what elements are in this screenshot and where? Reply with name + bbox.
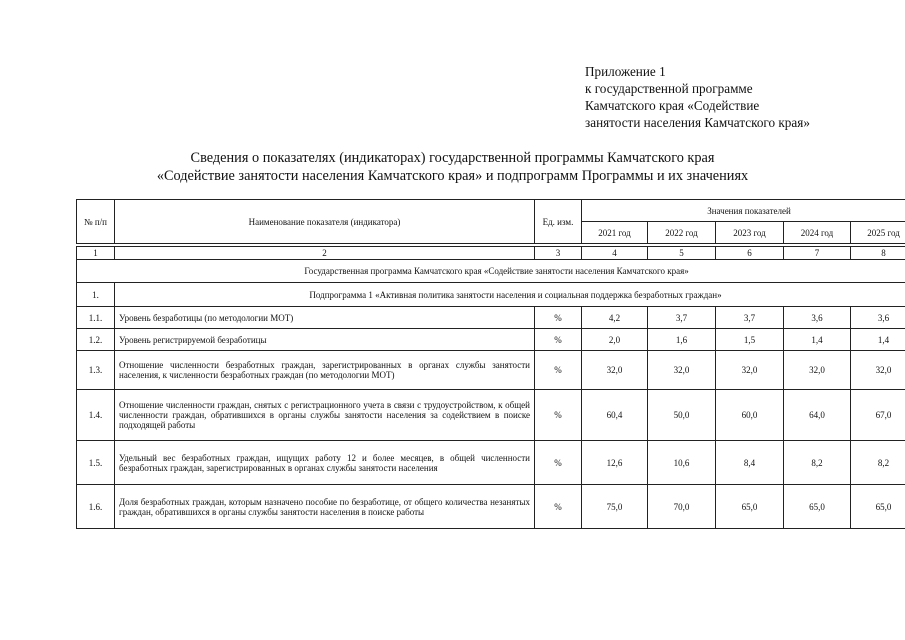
column-numbers-row <box>77 247 905 260</box>
header-year: 2025 год <box>851 222 905 244</box>
column-number: 2 <box>115 247 535 260</box>
row-num: 1.5. <box>77 441 115 485</box>
row-value: 32,0 <box>784 351 851 390</box>
table-row <box>77 441 905 485</box>
row-value: 3,7 <box>648 307 716 329</box>
row-value: 60,4 <box>582 390 648 441</box>
column-number: 5 <box>648 247 716 260</box>
column-number: 3 <box>535 247 582 260</box>
row-value: 75,0 <box>582 485 648 529</box>
row-value: 10,6 <box>648 441 716 485</box>
header-name: Наименование показателя (индикатора) <box>115 200 535 244</box>
row-value: 1,6 <box>648 329 716 351</box>
program-title: Государственная программа Камчатского края «Содействие занятости населения Камчатского края» <box>77 260 905 283</box>
header-year: 2022 год <box>648 222 716 244</box>
row-unit: % <box>535 351 582 390</box>
subprogram-title: Подпрограмма 1 «Активная политика занятости населения и социальная поддержка безработных граждан» <box>115 283 905 307</box>
document-title <box>0 149 905 185</box>
row-value: 50,0 <box>648 390 716 441</box>
row-num: 1.1. <box>77 307 115 329</box>
table-row <box>77 307 905 329</box>
row-value: 65,0 <box>784 485 851 529</box>
row-value: 1,4 <box>784 329 851 351</box>
subprogram-num: 1. <box>77 283 115 307</box>
row-name: Уровень регистрируемой безработицы <box>115 329 535 351</box>
row-value: 67,0 <box>851 390 905 441</box>
column-number: 4 <box>582 247 648 260</box>
row-value: 3,6 <box>784 307 851 329</box>
row-value: 70,0 <box>648 485 716 529</box>
header-year: 2021 год <box>582 222 648 244</box>
table-row <box>77 390 905 441</box>
indicators-table <box>76 199 905 529</box>
row-value: 3,6 <box>851 307 905 329</box>
row-unit: % <box>535 485 582 529</box>
row-value: 8,2 <box>851 441 905 485</box>
row-num: 1.4. <box>77 390 115 441</box>
row-unit: % <box>535 390 582 441</box>
column-number: 1 <box>77 247 115 260</box>
program-row <box>77 260 905 283</box>
row-value: 12,6 <box>582 441 648 485</box>
row-num: 1.6. <box>77 485 115 529</box>
table-row <box>77 485 905 529</box>
header-num: № п/п <box>77 200 115 244</box>
header-year: 2024 год <box>784 222 851 244</box>
row-unit: % <box>535 329 582 351</box>
appendix-block <box>585 63 810 131</box>
table-header-row <box>77 200 905 222</box>
row-unit: % <box>535 441 582 485</box>
column-number: 8 <box>851 247 905 260</box>
appendix-line: занятости населения Камчатского края» <box>585 115 810 130</box>
appendix-line: к государственной программе <box>585 81 753 96</box>
subprogram-row <box>77 283 905 307</box>
row-value: 32,0 <box>851 351 905 390</box>
row-value: 65,0 <box>716 485 784 529</box>
row-name: Отношение численности граждан, снятых с регистрационного учета в связи с трудоустройством, к общей численности граждан, обратившихся в органы службы занятости населения за содействием в поиске подходящей работы <box>115 390 535 441</box>
row-value: 60,0 <box>716 390 784 441</box>
document-title-line-1: Сведения о показателях (индикаторах) государственной программы Камчатского края <box>190 150 715 166</box>
row-name: Удельный вес безработных граждан, ищущих работу 12 и более месяцев, в общей численности безработных граждан, зарегистрированных в органах службы занятости населения <box>115 441 535 485</box>
header-values-group: Значения показателей <box>582 200 905 222</box>
appendix-line: Приложение 1 <box>585 64 666 79</box>
row-value: 4,2 <box>582 307 648 329</box>
row-value: 1,5 <box>716 329 784 351</box>
row-value: 32,0 <box>716 351 784 390</box>
row-value: 64,0 <box>784 390 851 441</box>
row-value: 32,0 <box>648 351 716 390</box>
row-value: 3,7 <box>716 307 784 329</box>
row-value: 1,4 <box>851 329 905 351</box>
row-value: 65,0 <box>851 485 905 529</box>
row-value: 2,0 <box>582 329 648 351</box>
header-unit: Ед. изм. <box>535 200 582 244</box>
row-value: 8,4 <box>716 441 784 485</box>
table-row <box>77 351 905 390</box>
appendix-line: Камчатского края «Содействие <box>585 98 760 113</box>
row-num: 1.2. <box>77 329 115 351</box>
column-number: 6 <box>716 247 784 260</box>
row-unit: % <box>535 307 582 329</box>
row-name: Доля безработных граждан, которым назначено пособие по безработице, от общего количества незанятых граждан, обратившихся в органы службы занятости населения в поиске работы <box>115 485 535 529</box>
row-value: 32,0 <box>582 351 648 390</box>
document-title-line-2: «Содействие занятости населения Камчатского края» и подпрограмм Программы и их значениях <box>156 168 749 184</box>
header-year: 2023 год <box>716 222 784 244</box>
row-name: Отношение численности безработных граждан, зарегистрированных в органах службы занятости населения, к численности безработных граждан (по методологии МОТ) <box>115 351 535 390</box>
table-row <box>77 329 905 351</box>
column-number: 7 <box>784 247 851 260</box>
row-num: 1.3. <box>77 351 115 390</box>
row-value: 8,2 <box>784 441 851 485</box>
row-name: Уровень безработицы (по методологии МОТ) <box>115 307 535 329</box>
